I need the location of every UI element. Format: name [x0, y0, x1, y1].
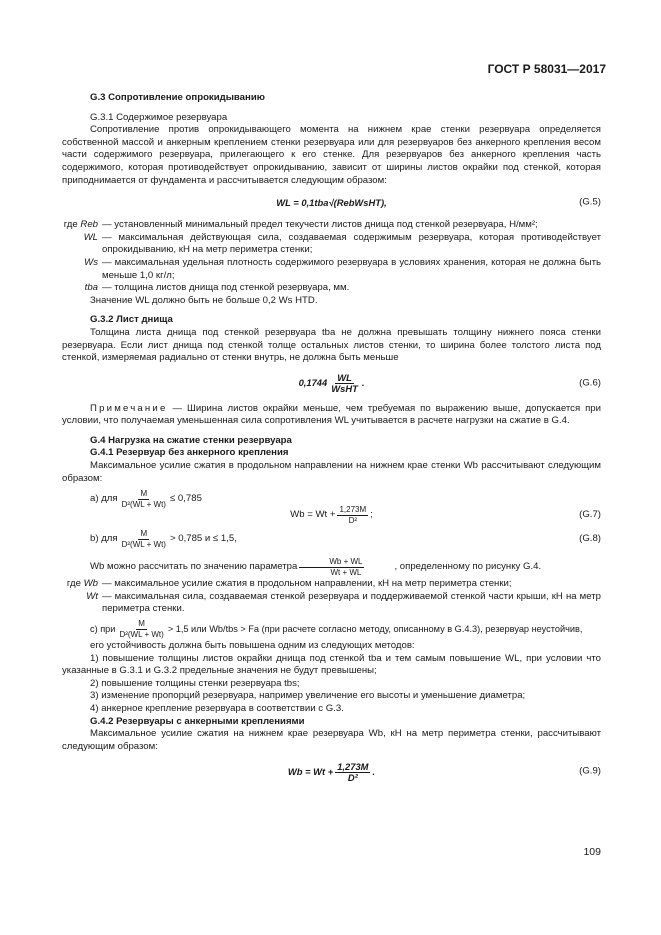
equation-g9-number: (G.9)	[579, 766, 601, 778]
equation-g5-number: (G.5)	[579, 196, 601, 208]
definition-tba	[62, 282, 601, 295]
case-b-label: b) для	[90, 533, 118, 545]
subsection-g42-text: Максимальное усилие сжатия на нижнем крае резервуара Wb, кН на метр периметра стенки, рассчитывают следующим образом:	[62, 728, 601, 752]
section-g3-title: G.3 Сопротивление опрокидыванию	[90, 92, 265, 103]
subsection-g32-title: G.3.2 Лист днища	[90, 314, 173, 326]
subsection-g31-title: G.3.1 Содержимое резервуара	[90, 111, 228, 123]
equation-g7-number: (G.7)	[579, 509, 601, 521]
subsection-g41-title: G.4.1 Резервуар без анкерного крепления	[90, 447, 289, 459]
definition-reb	[62, 219, 601, 232]
document-body	[62, 92, 601, 791]
wb-parameter-text: Wb можно рассчитать по значению параметра $\frac{Wb + WL}{Wt + WL}$ , определенному по рисунку G.4.	[90, 557, 542, 578]
equation-g5	[62, 191, 601, 215]
where-label: где	[63, 219, 78, 231]
equation-g6-denominator: WsHT	[331, 383, 358, 395]
case-a-fraction: $\frac{M}{\text{D²(WL + Wt)}}$	[121, 489, 166, 510]
cases-a-b	[62, 487, 601, 549]
equation-g8-number: (G.8)	[579, 533, 601, 545]
note	[62, 403, 601, 428]
section-g4-title: G.4 Нагрузка на сжатие стенки резервуара	[90, 434, 292, 446]
wl-limit-note: Значение WL должно быть не больше 0,2 Ws HTD.	[90, 294, 318, 306]
equation-g6-coefficient: 0,1744	[298, 377, 328, 389]
standard-header: ГОСТ Р 58031—2017	[487, 62, 606, 76]
definition-wb: где Wb — максимальное усилие сжатия в продольном направлении, кН на метр периметра стенки;	[62, 578, 601, 591]
subsection-g41-text: Максимальное усилие сжатия в продольном направлении на нижнем крае стенки Wb рассчитывают следующим образом:	[62, 460, 601, 484]
symbol-reb: Reb	[80, 219, 98, 231]
equation-g5-formula: WL = 0,1tba√(RebWsHT),	[276, 196, 387, 208]
symbol-wl: WL	[83, 231, 98, 243]
method-3: 3) изменение пропорций резервуара, например увеличение его высоты и уменьшение диаметра;	[90, 690, 526, 702]
case-b-fraction: $\frac{M}{\text{D²(WL + Wt)}}$	[121, 529, 166, 550]
method-1: 1) повышение толщины листов окрайки днища под стенкой tba и тем самым повышение WL, при условии что указанные в G.3.1 и G.3.2 предельные значения не будут превышены;	[62, 652, 601, 677]
symbol-tba: tba	[84, 282, 98, 294]
case-c-label: с) при	[90, 624, 116, 635]
equation-g9-lhs: Wb = Wt +	[287, 766, 334, 778]
equation-g7-lhs: Wb = Wt +	[290, 509, 336, 521]
definition-wt	[62, 591, 601, 616]
case-c-fraction: $\frac{M}{\text{D²(WL + Wt)}}$	[119, 619, 164, 640]
subsection-g42-title: G.4.2 Резервуары с анкерными креплениями	[90, 715, 305, 727]
definition-tba-text: — толщина листов днища под стенкой резервуара, мм.	[102, 282, 350, 294]
equation-g9: Wb = Wt + $\frac{1,273M}{\text{D²}}$ . (G.9)	[287, 760, 601, 783]
case-b-condition: > 0,785 и ≤ 1,5,	[169, 533, 237, 545]
equation-g6: 0,1744 $\frac{WL}{\text{WsHT}}$ . (G.6)	[298, 372, 601, 395]
page-number: 109	[583, 846, 601, 858]
case-c-text: > 1,5 или Wb/tbs > Fa (при расчете согласно методу, описанному в G.4.3), резервуар неустойчив,	[167, 624, 583, 635]
case-a-condition: ≤ 0,785	[169, 493, 202, 505]
method-2: 2) повышение толщины стенки резервуара tbs;	[90, 677, 300, 689]
definition-wb-text: — максимальное усилие сжатия в продольном направлении, кН на метр периметра стенки;	[102, 578, 512, 590]
subsection-g31-text: Сопротивление против опрокидывающего момента на нижнем крае стенки резервуара определяется собственной массой и анкерным креплением стенки резервуара или для резервуаров без анкерного крепления весом части содержимого резервуара, прилегающего к его стенке. Для резервуаров без анкерного крепления часть содержимого, которая противодействует опрокидыванию, зависит от ширины листов окрайки под стенкой, которая приподнимается от фундамента и рассчитывается следующим образом:	[62, 124, 601, 186]
equation-g7-fraction: $\frac{1,273M}{\text{D²}}$	[339, 505, 367, 526]
definition-ws-text: — максимальная удельная плотность содержимого резервуара в условиях хранения, которая не должна быть меньше 1,0 кг/л;	[102, 256, 601, 281]
case-b	[90, 529, 601, 550]
equation-g6-numerator: WL	[337, 372, 352, 384]
note-text: — Ширина листов окрайки меньше, чем требуемая по выражению выше, допускается при условии, что получаемая уменьшенная сила сопротивления WL учитывается в расчете нагрузки на сжатие в G.4.	[62, 402, 602, 427]
symbol-ws: Ws	[84, 256, 98, 268]
case-c	[62, 619, 601, 640]
equation-g9-fraction: $\frac{1,273M}{\text{D²}}$	[337, 760, 369, 783]
subsection-g32-text: Толщина листа днища под стенкой резервуара tba не должна превышать толщину нижнего пояса стенки резервуара. Если лист днища под стенкой толще остальных листов стенки, то ширина более толстого листа под стенкой, измеряемая радиально от стенки внутрь, не должна быть меньше	[62, 326, 601, 364]
equation-g6-fraction	[329, 373, 360, 394]
equation-g7: Wb = Wt + $\frac{1,273M}{\text{D²}}$ ; (G.7)	[290, 505, 601, 526]
definition-reb-text: — установленный минимальный предел текучести листов днища под стенкой резервуара, Н/мм²;	[102, 219, 538, 231]
note-label: Примечание	[90, 402, 168, 414]
symbol-wb: Wb	[83, 578, 98, 590]
method-4: 4) анкерное крепление резервуара в соответствии с G.3.	[90, 703, 344, 714]
definition-ws	[62, 257, 601, 282]
symbol-wt: Wt	[86, 590, 98, 602]
wb-parameter-fraction: $\frac{Wb + WL}{Wt + WL}$	[299, 557, 364, 578]
case-a-label: а) для	[90, 493, 118, 505]
stability-intro: его устойчивость должна быть повышена одним из следующих методов:	[90, 640, 415, 652]
definition-wl	[62, 232, 601, 257]
equation-g6-number: (G.6)	[579, 377, 601, 389]
definition-wl-text: — максимальная действующая сила, создаваемая содержимым резервуара, которая противодействует опрокидыванию, кН на метр периметра стенки;	[102, 231, 601, 256]
definition-wt-text: — максимальная сила, создаваемая стенкой резервуара и поддерживаемой стенкой части крыши, кН на метр периметра стенки.	[102, 590, 601, 615]
